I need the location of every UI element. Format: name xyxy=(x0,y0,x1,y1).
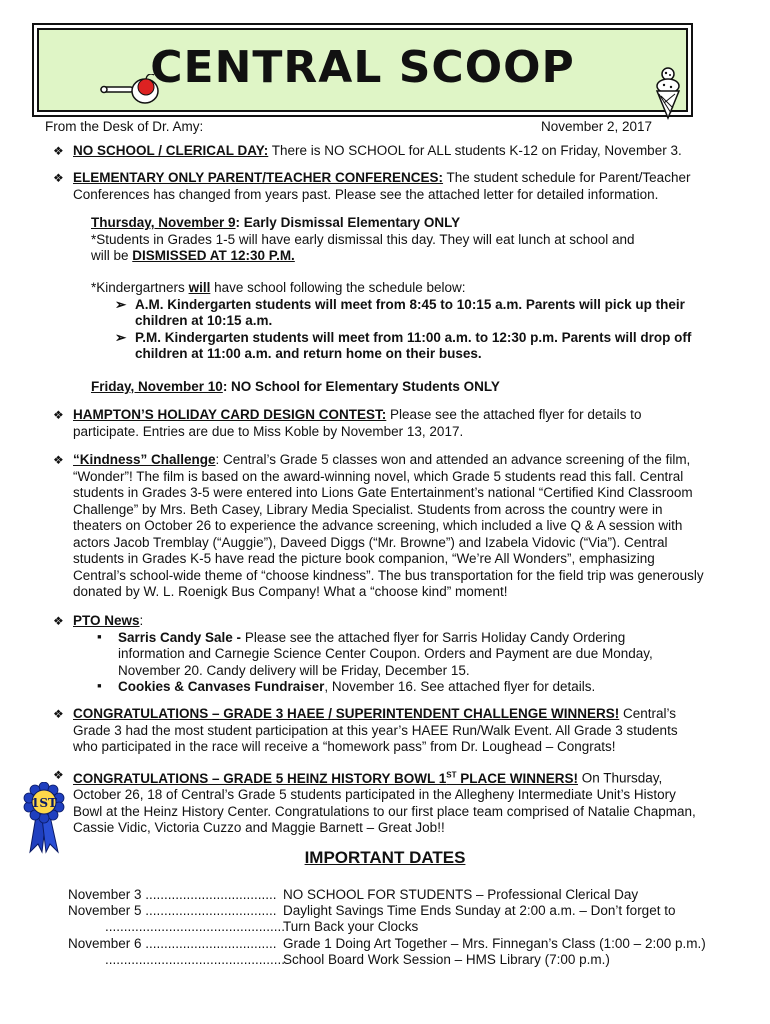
item-text: theaters on October 26 to experience the advance screening, which included a live Q & A session with xyxy=(73,518,683,533)
arrow-bullet-icon: ➢ xyxy=(115,329,127,345)
thursday-heading: Thursday, November 9 xyxy=(91,215,236,230)
newsletter-title: CENTRAL SCOOP xyxy=(150,42,575,93)
date-row xyxy=(68,903,675,920)
kindergarten-section xyxy=(91,280,731,363)
ribbon-label: 1ST xyxy=(31,796,57,810)
issue-date: November 2, 2017 xyxy=(541,119,653,134)
friday-section xyxy=(91,379,731,396)
item-heading: ELEMENTARY ONLY PARENT/TEACHER CONFERENCES: xyxy=(73,170,444,185)
item-text: Conferences has changed from years past. Please see the attached letter for detailed information. xyxy=(73,186,659,202)
cookies-text: , November 16. See attached flyer for details. xyxy=(324,679,596,694)
kinder-text: *Kindergartners xyxy=(91,280,189,295)
diamond-bullet-icon: ❖ xyxy=(53,408,64,422)
date-label: ................................................ xyxy=(105,919,286,934)
thursday-line: will be xyxy=(91,248,133,263)
item-grade5-history-bowl xyxy=(53,767,733,837)
square-bullet-icon: ▪ xyxy=(97,678,102,693)
diamond-bullet-icon: ❖ xyxy=(53,614,64,628)
item-text: : xyxy=(139,613,144,628)
friday-heading-rest: : NO School for Elementary Students ONLY xyxy=(222,379,500,394)
item-text: Cassie Vidic, Victoria Cuzzo and Maggie Barnett – Great Job!! xyxy=(73,820,445,835)
item-no-school xyxy=(53,143,733,160)
item-text: On Thursday, xyxy=(578,770,663,786)
diamond-bullet-icon: ❖ xyxy=(53,171,64,185)
item-heading: PTO News xyxy=(73,613,140,628)
item-text: The student schedule for Parent/Teacher xyxy=(443,170,691,185)
sarris-row xyxy=(73,630,733,680)
friday-heading: Friday, November 10 xyxy=(91,379,223,394)
heading-superscript: ST xyxy=(446,770,457,779)
date-text: Daylight Savings Time Ends Sunday at 2:00 a.m. – Don’t forget to xyxy=(283,903,676,918)
item-heading: “Kindness” Challenge xyxy=(73,452,216,467)
from-line: From the Desk of Dr. Amy: xyxy=(45,119,204,134)
item-text: Challenge” by Mrs. Beth Casey, Library Media Specialist. Students from across the country were in xyxy=(73,501,663,517)
item-text: Bowl at the Heinz History Center. Congratulations to our first place team comprised of Natalie Chapman, xyxy=(73,803,696,819)
date-label: November 3 ................................... xyxy=(68,887,277,902)
date-text: Grade 1 Doing Art Together – Mrs. Finnegan’s Class (1:00 – 2:00 p.m.) xyxy=(283,936,706,951)
item-text: Central’s school-wide theme of “choose kindness”. The bus transportation for the field trip was generously xyxy=(73,567,704,583)
diamond-bullet-icon: ❖ xyxy=(53,768,64,782)
diamond-bullet-icon: ❖ xyxy=(53,453,64,467)
pm-text: P.M. Kindergarten students will meet from 11:00 a.m. to 12:30 p.m. Parents will drop off xyxy=(135,329,692,345)
sarris-text: information and Carnegie Science Center Coupon. Orders and Payment are due Monday, xyxy=(118,646,653,661)
date-text: Turn Back your Clocks xyxy=(283,919,419,934)
item-text: actors Jacob Tremblay (“Auggie”), Daveed Diggs (“Mr. Browne”) and Izabela Vidovic (“Via”). Central xyxy=(73,534,668,550)
item-text: “Wonder”! The film is based on the award-winning novel, which Grade 5 students read this fall. Central xyxy=(73,468,684,484)
sarris-heading: Sarris Candy Sale - xyxy=(118,629,245,645)
item-heading xyxy=(73,771,578,786)
thursday-section xyxy=(91,215,731,265)
item-heading: NO SCHOOL / CLERICAL DAY: xyxy=(73,143,269,158)
date-row xyxy=(68,936,706,953)
sarris-text: November 20. Candy delivery will be Friday, December 15. xyxy=(118,662,470,678)
date-text: School Board Work Session – HMS Library (7:00 p.m.) xyxy=(283,952,610,967)
date-text: NO SCHOOL FOR STUDENTS – Professional Clerical Day xyxy=(283,887,639,902)
item-kindness-challenge xyxy=(53,452,733,601)
item-conferences xyxy=(53,170,733,203)
am-kindergarten-row xyxy=(91,297,731,330)
dismissal-time: DISMISSED AT 12:30 P.M. xyxy=(132,248,295,263)
sarris-text: Please see the attached flyer for Sarris Holiday Candy Ordering xyxy=(244,629,626,645)
pm-kindergarten-row xyxy=(91,330,731,363)
cookies-row xyxy=(73,679,733,696)
newsletter-banner xyxy=(37,28,688,112)
item-text: students in Grades 3-5 were entered into Lions Gate Entertainment’s national “Certified Kind Classroom xyxy=(73,485,693,500)
item-text: participate. Entries are due to Miss Koble by November 13, 2017. xyxy=(73,423,464,439)
item-heading: HAMPTON’S HOLIDAY CARD DESIGN CONTEST: xyxy=(73,407,387,422)
item-text: There is NO SCHOOL for ALL students K-12 on Friday, November 3. xyxy=(268,143,682,158)
thursday-heading-rest: : Early Dismissal Elementary ONLY xyxy=(235,215,461,230)
heading-part: PLACE WINNERS! xyxy=(456,770,579,786)
item-text: Central’s xyxy=(619,706,677,721)
square-bullet-icon: ▪ xyxy=(97,628,102,644)
item-text: Grade 3 had the most student participation at this year’s HAEE Run/Walk Event. All Grade 3 students xyxy=(73,722,678,738)
item-text: donated by W. L. Roenigk Bus Company! What a “choose kind” moment! xyxy=(73,584,508,599)
date-row xyxy=(68,919,418,936)
cookies-heading: Cookies & Canvases Fundraiser xyxy=(118,679,325,694)
item-grade3-winners xyxy=(53,706,733,756)
date-label: ................................................ xyxy=(105,952,286,967)
date-row xyxy=(68,887,638,904)
item-heading: CONGRATULATIONS – GRADE 3 HAEE / SUPERINTENDENT CHALLENGE WINNERS! xyxy=(73,706,620,721)
kinder-emphasis: will xyxy=(188,280,211,295)
item-text: : Central’s Grade 5 classes won and attended an advance screening of the film, xyxy=(215,452,691,467)
first-place-ribbon-icon xyxy=(22,782,66,854)
arrow-bullet-icon: ➢ xyxy=(115,296,127,312)
thursday-line: *Students in Grades 1-5 will have early dismissal this day. They will eat lunch at school and xyxy=(91,231,635,247)
date-label: November 6 ................................... xyxy=(68,936,277,951)
date-label: November 5 ................................... xyxy=(68,903,277,918)
date-row xyxy=(68,952,610,969)
item-text: students in Grades K-5 have read the picture book companion, “We’re All Wonders”, emphasizing xyxy=(73,551,655,566)
item-card-contest xyxy=(53,407,733,440)
pm-text: children at 11:00 a.m. and return home on their buses. xyxy=(135,346,482,361)
diamond-bullet-icon: ❖ xyxy=(53,144,64,158)
heading-part: CONGRATULATIONS – GRADE 5 HEINZ HISTORY BOWL 1 xyxy=(73,770,447,786)
important-dates-title: IMPORTANT DATES xyxy=(304,848,466,867)
diamond-bullet-icon: ❖ xyxy=(53,707,64,721)
item-text: October 26, 18 of Central’s Grade 5 students participated in the Allegheny Intermediate Unit’s History xyxy=(73,787,676,802)
item-text: who participated in the race will receive a “homework pass” from Dr. Loughead – Congrats! xyxy=(73,739,616,754)
item-text: Please see the attached flyer for details to xyxy=(386,407,642,422)
ice-cream-cone-icon xyxy=(653,66,683,120)
am-text: A.M. Kindergarten students will meet from 8:45 to 10:15 a.m. Parents will pick up their xyxy=(135,296,685,312)
kinder-text: have school following the schedule below: xyxy=(210,280,466,295)
am-text: children at 10:15 a.m. xyxy=(135,313,273,328)
item-pto-news xyxy=(53,613,733,696)
